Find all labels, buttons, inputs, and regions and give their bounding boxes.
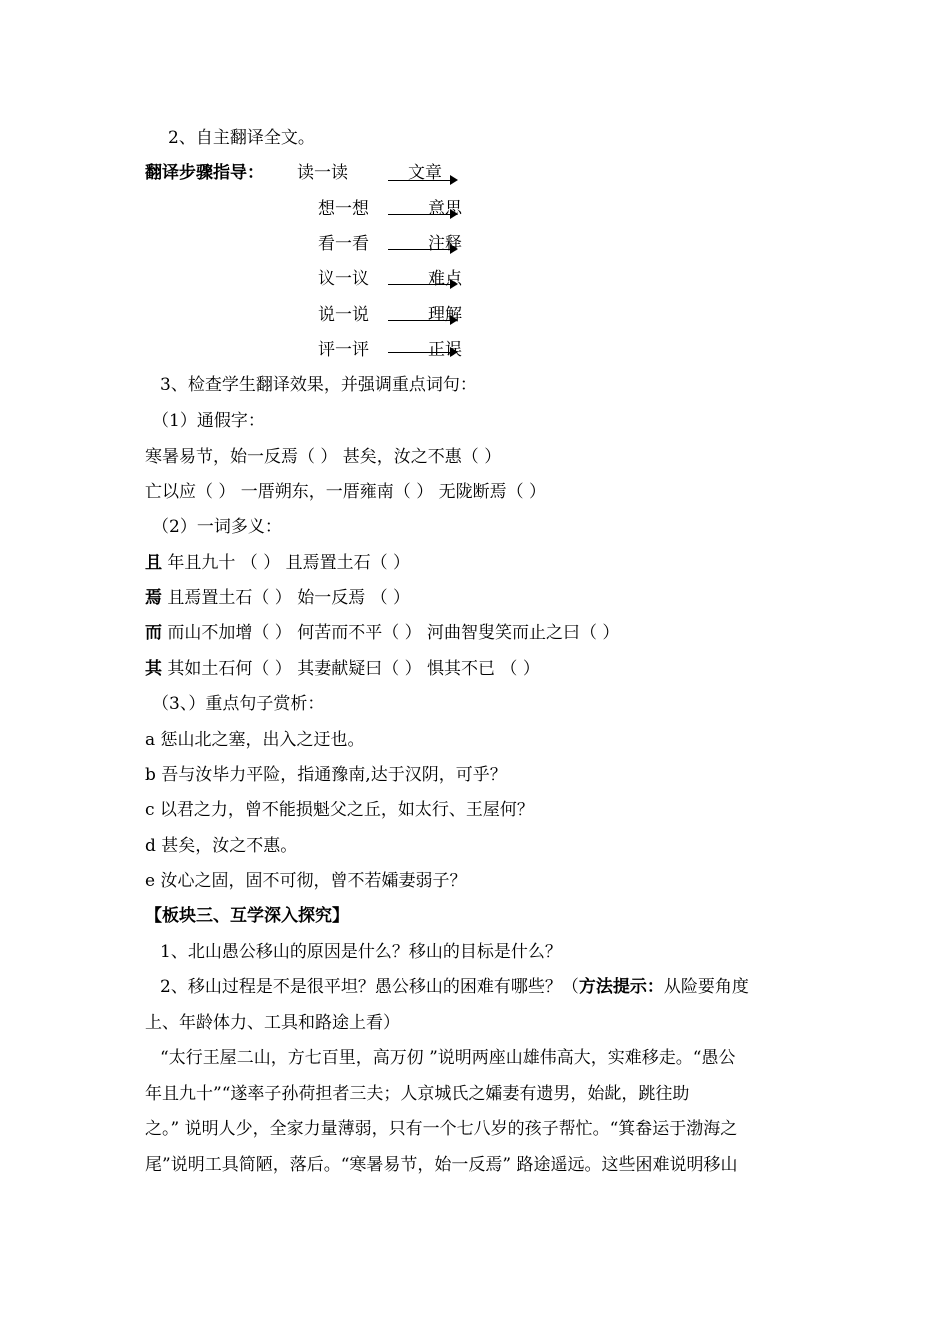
step-target-4: 难点 (428, 269, 462, 289)
step-verb-1: 读一读 (297, 163, 348, 183)
sentence-item: d 甚矣，汝之不惠。 (145, 836, 298, 856)
sentence-item: c 以君之力，曾不能损魁父之丘，如太行、王屋何？ (145, 800, 534, 820)
step-verb-6: 评一评 (318, 340, 369, 360)
analysis-line: 尾”说明工具简陋，落后。“寒暑易节，始一反焉” 路途遥远。这些困难说明移山 (145, 1155, 738, 1175)
step-verb-3: 看一看 (318, 234, 369, 254)
method-hint-label: 方法提示： (578, 977, 664, 997)
steps-title: 翻译步骤指导： (145, 163, 264, 183)
sentence-item: b 吾与汝毕力平险，指通豫南,达于汉阴，可乎？ (145, 765, 507, 785)
polysemy-text: 年且九十 （ ） 且焉置土石（ ） (162, 553, 411, 573)
polysemy-word: 焉 (145, 588, 162, 608)
step-target-5: 理解 (428, 305, 462, 325)
step-verb-4: 议一议 (318, 269, 369, 289)
question-1: 1、北山愚公移山的原因是什么？移山的目标是什么？ (160, 942, 562, 962)
analysis-line: 之。” 说明人少，全家力量薄弱，只有一个七八岁的孩子帮忙。“箕畚运于渤海之 (145, 1119, 738, 1139)
polysemy-row (145, 552, 410, 574)
polysemy-word: 其 (145, 659, 162, 679)
sub-heading-sentences: （3、）重点句子赏析： (152, 694, 325, 714)
item-2-heading: 2、自主翻译全文。 (168, 128, 315, 148)
step-verb-2: 想一想 (318, 199, 369, 219)
polysemy-word: 且 (145, 553, 162, 573)
question-2 (160, 976, 749, 998)
sentence-item: e 汝心之固，固不可彻，曾不若孀妻弱子？ (145, 871, 467, 891)
polysemy-text: 而山不加增（ ） 何苦而不平（ ） 河曲智叟笑而止之曰（ ） (162, 623, 620, 643)
question-2-text: 2、移山过程是不是很平坦？愚公移山的困难有哪些？（ (160, 977, 579, 997)
step-target-3: 注释 (428, 234, 462, 254)
step-target-1: 文章 (408, 163, 442, 183)
polysemy-text: 且焉置土石（ ） 始一反焉 （ ） (162, 588, 411, 608)
analysis-line: “太行王屋二山，方七百里，高万仞 ”说明两座山雄伟高大，实难移走。“愚公 (160, 1048, 736, 1068)
method-hint-text: 从险要角度 (663, 977, 749, 997)
step-target-6: 正误 (428, 340, 462, 360)
sub-heading-polysemy: （2）一词多义： (152, 517, 282, 537)
analysis-line: 年且九十”“遂率子孙荷担者三夫；人京城氏之孀妻有遗男，始龀，跳往助 (145, 1084, 690, 1104)
tongjia-line-2: 亡以应（ ） 一厝朔东，一厝雍南（ ） 无陇断焉（ ） (145, 482, 547, 502)
polysemy-row (145, 622, 619, 644)
sub-heading-tongjia: （1）通假字： (152, 411, 265, 431)
sentence-item: a 惩山北之塞，出入之迂也。 (145, 730, 365, 750)
question-2-continuation: 上、年龄体力、工具和路途上看） (145, 1013, 400, 1033)
polysemy-row (145, 587, 410, 609)
tongjia-line-1: 寒暑易节，始一反焉（ ） 甚矣，汝之不惠（ ） (145, 447, 502, 467)
item-3-heading: 3、检查学生翻译效果，并强调重点词句： (160, 375, 477, 395)
polysemy-text: 其如土石何（ ） 其妻献疑曰（ ） 惧其不已 （ ） (162, 659, 540, 679)
step-verb-5: 说一说 (318, 305, 369, 325)
step-target-2: 意思 (428, 199, 462, 219)
polysemy-row (145, 658, 540, 680)
section-3-title: 【板块三、互学深入探究】 (145, 906, 349, 926)
polysemy-word: 而 (145, 623, 162, 643)
